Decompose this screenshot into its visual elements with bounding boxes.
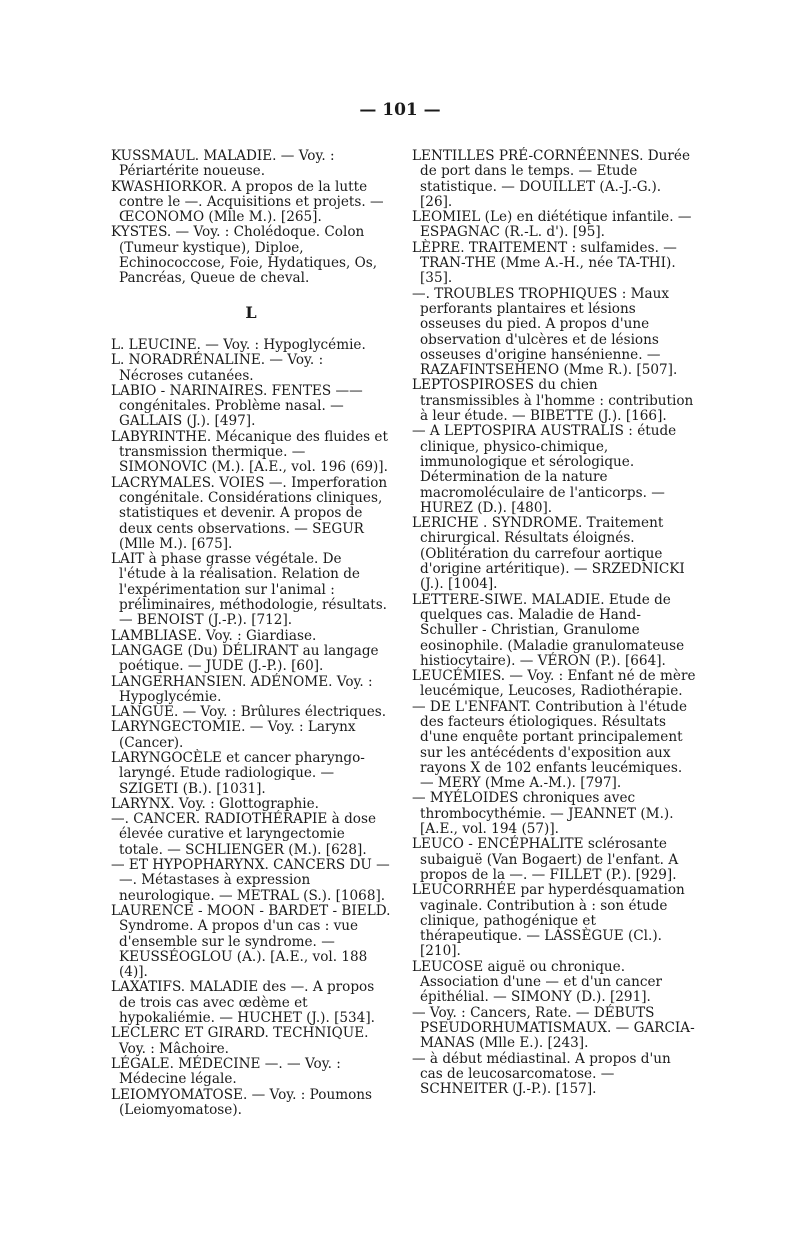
index-entry: LAIT à phase grasse végétale. De l'étude à la réalisation. Relation de l'expérimentation sur l'animal : préliminaires, méthodologie, résultats. — BENOIST (J.-P.). [712]. xyxy=(111,551,387,629)
index-entry: LECLERC ET GIRARD. TECHNIQUE. Voy. : Mâchoire. xyxy=(111,1025,369,1057)
index-entry: LERICHE . SYNDROME. Traitement chirurgical. Résultats éloignés. (Oblitération du carrefour aortique d'origine artéritique). — SRZEDNICKI (J.). [1004]. xyxy=(412,515,685,593)
index-entry: LEOMIEL (Le) en diététique infantile. — ESPAGNAC (R.-L. d'). [95]. xyxy=(412,209,692,241)
index-entry: LETTERE-SIWE. MALADIE. Etude de quelques cas. Maladie de Hand-Schuller - Christian, Granulome eosinophile. (Maladie granulomateuse histiocytaire). — VÉRON (P.). [664]. xyxy=(412,591,685,669)
index-entry: — ET HYPOPHARYNX. CANCERS DU — —. Métastases à expression neurologique. — METRAL (S.). [1068]. xyxy=(111,857,390,904)
index-entry: LÉGALE. MÉDECINE —. — Voy. : Médecine légale. xyxy=(111,1055,341,1088)
index-entry: — Voy. : Cancers, Rate. — DÉBUTS PSEUDORHUMATISMAUX. — GARCIA-MANAS (Mlle E.). [243]. xyxy=(412,1004,695,1052)
index-entry: KYSTES. — Voy. : Cholédoque. Colon (Tumeur kystique), Diploe, Echinococcose, Foie, Hydatiques, Os, Pancréas, Queue de cheval. xyxy=(111,224,378,287)
index-entry: LÈPRE. TRAITEMENT : sulfamides. — TRAN-THE (Mme A.-H., née TA-THI). [35]. xyxy=(412,239,677,287)
right-column xyxy=(412,149,696,1097)
index-entry: LEPTOSPIROSES du chien transmissibles à l'homme : contribution à leur étude. — BIBETTE (J.). [166]. xyxy=(412,377,694,425)
index-entry: LEUCORRHÉE par hyperdésquamation vaginale. Contribution à : son étude clinique, pathogénique et thérapeutique. — LASSÈGUE (Cl.). [210]. xyxy=(412,882,685,960)
index-entry: KWASHIORKOR. A propos de la lutte contre le —. Acquisitions et projets. — ŒCONOMO (Mlle M.). [265]. xyxy=(111,178,384,226)
index-entry: — MYÉLOIDES chroniques avec thrombocythémie. — JEANNET (M.). [A.E., vol. 194 (57)]. xyxy=(412,790,674,838)
index-entry: LEIOMYOMATOSE. — Voy. : Poumons (Leiomyomatose). xyxy=(111,1086,373,1118)
index-entry: — à début médiastinal. A propos d'un cas de leucosarcomatose. — SCHNEITER (J.-P.). [157]. xyxy=(412,1050,671,1098)
index-entry: LABIO - NARINAIRES. FENTES —— congénitales. Problème nasal. — GALLAIS (J.). [497]. xyxy=(111,382,363,430)
index-entry: LEUCOSE aiguë ou chronique. Association d'une — et d'un cancer épithélial. — SIMONY (D.). [291]. xyxy=(412,958,663,1006)
index-entry: LENTILLES PRÉ-CORNÉENNES. Durée de port dans le temps. — Etude statistique. — DOUILLET (A.-J.-G.). [26]. xyxy=(412,148,690,210)
index-entry: LAURENCE - MOON - BARDET - BIELD. Syndrome. A propos d'un cas : vue d'ensemble sur le syndrome. — KEUSSÉOGLOU (A.). [A.E., vol. 188 (4)]. xyxy=(111,902,391,981)
index-entry: KUSSMAUL. MALADIE. — Voy. : Périartérite noueuse. xyxy=(111,148,335,180)
index-entry: LARYNGECTOMIE. — Voy. : Larynx (Cancer). xyxy=(111,719,356,751)
index-entry: LARYNGOCÈLE et cancer pharyngo-laryngé. Etude radiologique. — SZIGETI (B.). [1031]. xyxy=(111,749,365,797)
index-entry: LAXATIFS. MALADIE des —. A propos de trois cas avec œdème et hypokaliémie. — HUCHET (J.). [534]. xyxy=(111,979,375,1027)
index-entry: LACRYMALES. VOIES —. Imperforation congénitale. Considérations cliniques, statistiques et devenir. A propos de deux cents observations. — SEGUR (Mlle M.). [675]. xyxy=(111,474,388,552)
section-letter: L xyxy=(245,302,257,322)
index-entry: LANGUE. — Voy. : Brûlures électriques. xyxy=(111,704,387,721)
index-entry: LEUCÉMIES. — Voy. : Enfant né de mère leucémique, Leucoses, Radiothérapie. xyxy=(412,668,696,700)
index-entry: LABYRINTHE. Mécanique des fluides et transmission thermique. — SIMONOVIC (M.). [A.E., vol. 196 (69)]. xyxy=(111,428,388,476)
index-entry: LEUCO - ENCÉPHALITE sclérosante subaiguë (Van Bogaert) de l'enfant. A propos de la —. — FILLET (P.). [929]. xyxy=(412,836,679,883)
index-entry: —. CANCER. RADIOTHÉRAPIE à dose élevée curative et laryngectomie totale. — SCHLIENGER (M.). [628]. xyxy=(111,811,377,858)
left-column xyxy=(111,149,391,1118)
index-entry: L. LEUCINE. — Voy. : Hypoglycémie. xyxy=(111,336,366,353)
index-entry: — A LEPTOSPIRA AUSTRALIS : étude clinique, physico-chimique, immunologique et sérologique. Détermination de la nature macromoléculaire de l'anticorps. — HUREZ (D.). [480]. xyxy=(412,423,677,516)
index-entry: L. NORADRÉNALINE. — Voy. : Nécroses cutanées. xyxy=(111,352,324,384)
index-entry: LARYNX. Voy. : Glottographie. xyxy=(111,795,319,812)
index-entry: — DE L'ENFANT. Contribution à l'étude des facteurs étiologiques. Résultats d'une enquête portant principalement sur les antécédents d'exposition aux rayons X de 102 enfants leucémiques. — MERY (Mme A.-M.). [797]. xyxy=(412,698,688,792)
index-entry: LAMBLIASE. Voy. : Giardiase. xyxy=(111,627,317,644)
page-number: — 101 — xyxy=(359,100,441,120)
index-entry: LANGAGE (Du) DÉLIRANT au langage poétique. — JUDE (J.-P.). [60]. xyxy=(111,642,379,675)
index-entry: LANGERHANSIEN. ADÉNOME. Voy. : Hypoglycémie. xyxy=(111,673,373,705)
index-entry: —. TROUBLES TROPHIQUES : Maux perforants plantaires et lésions osseuses du pied. A propos d'une observation d'ulcères et de lésions osseuses d'origine hansénienne. — RAZAFINTSEHENO (Mme R.). [507]. xyxy=(412,285,678,379)
